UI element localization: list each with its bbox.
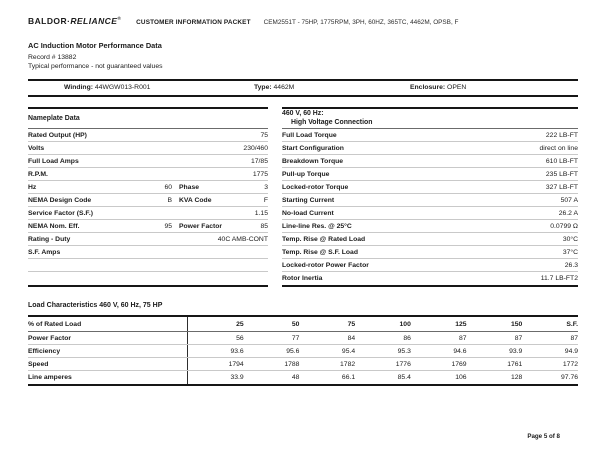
- nameplate-row: [28, 129, 268, 142]
- cell-value: 97.76: [561, 374, 579, 381]
- row-value: 610 LB-FT: [545, 157, 578, 165]
- hv-row: [282, 155, 578, 168]
- cell-value: 95.6: [286, 347, 300, 355]
- page-number: Page 5 of 8: [527, 433, 560, 440]
- row-label: Temp. Rise @ Rated Load: [282, 235, 366, 243]
- row-mid-value: 60: [164, 183, 172, 191]
- high-voltage-heading: [282, 109, 578, 129]
- cell-value: 1772: [562, 360, 579, 368]
- row-value: 0.0799 Ω: [550, 222, 578, 230]
- row-value: 75: [260, 131, 268, 139]
- row-value: F: [263, 196, 268, 204]
- row-value: 17/85: [250, 157, 268, 165]
- nameplate-row: [28, 259, 268, 272]
- row-label: Locked-rotor Torque: [282, 183, 349, 191]
- table-row: [28, 332, 578, 345]
- column-header: 125: [455, 320, 467, 328]
- enclosure-value: OPEN: [447, 84, 467, 91]
- nameplate-row: [28, 155, 268, 168]
- type-label: Type:: [254, 84, 272, 91]
- column-header: 25: [236, 320, 244, 328]
- row-mid-value: B: [167, 196, 172, 204]
- row-value: direct on line: [539, 144, 578, 152]
- high-voltage-section: [282, 107, 578, 287]
- row-mid-label: KVA Code: [179, 196, 212, 204]
- row-value: 3: [264, 183, 268, 191]
- high-voltage-rows: [282, 129, 578, 287]
- table-row: [28, 358, 578, 371]
- row-label: Line-line Res. @ 25°C: [282, 222, 352, 230]
- column-header: S.F.: [566, 320, 579, 328]
- cell-value: 56: [236, 334, 244, 342]
- row-mid-label: Power Factor: [179, 222, 223, 230]
- cell-value: 87: [459, 334, 467, 342]
- cell-value: 1782: [340, 360, 356, 368]
- nameplate-row: [28, 220, 268, 233]
- hv-heading-line1: 460 V, 60 Hz:: [282, 109, 324, 117]
- row-value: 235 LB-FT: [545, 170, 578, 178]
- baldor-reliance-logo: [28, 16, 121, 26]
- winding-label: Winding:: [64, 84, 94, 91]
- cell-value: 95.4: [341, 347, 356, 355]
- nameplate-heading: [28, 109, 268, 129]
- hv-row: [282, 142, 578, 155]
- row-label: Breakdown Torque: [282, 157, 344, 165]
- row-mid-value: 95: [164, 222, 172, 230]
- row-label: Full Load Amps: [28, 157, 79, 165]
- enclosure-field: [410, 81, 466, 95]
- hv-row: [282, 168, 578, 181]
- table-row: [28, 345, 578, 358]
- row-label: R.P.M.: [28, 170, 48, 178]
- row-value: 26.3: [564, 261, 578, 269]
- cell-value: 94.6: [453, 347, 467, 355]
- cell-value: 106: [455, 374, 467, 381]
- cell-value: 1794: [228, 360, 244, 368]
- row-value: 37°C: [562, 248, 578, 256]
- row-label: Full Load Torque: [282, 131, 337, 139]
- cell-value: 93.9: [509, 347, 523, 355]
- nameplate-section: [28, 107, 268, 287]
- row-label: NEMA Design Code: [28, 196, 92, 204]
- row-label: Speed: [28, 358, 188, 370]
- title-block: [28, 41, 163, 71]
- column-header: 100: [399, 320, 411, 328]
- nameplate-row: [28, 246, 268, 259]
- hv-row: [282, 207, 578, 220]
- load-characteristics-table: [28, 315, 578, 386]
- cell-value: 1788: [284, 360, 300, 368]
- row-label: Volts: [28, 144, 45, 152]
- performance-note: Typical performance - not guaranteed values: [28, 62, 163, 70]
- row-label: Start Configuration: [282, 144, 344, 152]
- hv-row: [282, 129, 578, 142]
- brand-baldor: BALDOR: [28, 16, 68, 26]
- cell-value: 1761: [507, 360, 523, 368]
- row-label: Pull-up Torque: [282, 170, 330, 178]
- row-value: 507 A: [560, 196, 578, 204]
- nameplate-row: [28, 168, 268, 181]
- row-value: 40C AMB-CONT: [217, 235, 268, 243]
- row-label: Locked-rotor Power Factor: [282, 261, 369, 269]
- cell-value: 93.6: [230, 347, 244, 355]
- nameplate-row: [28, 207, 268, 220]
- nameplate-row: [28, 194, 268, 207]
- nameplate-rows: [28, 129, 268, 287]
- hv-row: [282, 181, 578, 194]
- cell-value: 1776: [395, 360, 411, 368]
- type-field: [254, 81, 294, 95]
- brand-separator: ·: [67, 16, 71, 26]
- type-value: 4462M: [273, 84, 295, 91]
- row-mid-label: Phase: [179, 183, 200, 191]
- hv-row: [282, 233, 578, 246]
- nameplate-columns: [28, 107, 578, 287]
- cell-value: 77: [291, 334, 300, 342]
- hv-row: [282, 272, 578, 285]
- row-label: Rotor Inertia: [282, 275, 323, 282]
- summary-bar: [28, 79, 578, 97]
- column-header: 75: [347, 320, 356, 328]
- cell-value: 48: [291, 374, 300, 381]
- hv-row: [282, 220, 578, 233]
- nameplate-row: [28, 181, 268, 194]
- model-spec-line: CEM2551T - 75HP, 1775RPM, 3PH, 60HZ, 365TC, 4462M, OPSB, F: [263, 19, 459, 26]
- cell-value: 128: [510, 374, 523, 381]
- row-label: NEMA Nom. Eff.: [28, 222, 80, 230]
- column-header: 50: [291, 320, 300, 328]
- cell-value: 87: [570, 334, 579, 342]
- row-label: Service Factor (S.F.): [28, 209, 93, 217]
- row-value: 11.7 LB-FT2: [540, 275, 578, 282]
- row-label: No-load Current: [282, 209, 334, 217]
- cell-value: 84: [347, 334, 356, 342]
- row-label: Temp. Rise @ S.F. Load: [282, 248, 358, 256]
- row-value: 222 LB-FT: [545, 131, 578, 139]
- cell-value: 94.9: [564, 347, 579, 355]
- row-value: 230/460: [243, 144, 268, 152]
- row-value: 26.2 A: [558, 209, 578, 217]
- nameplate-row: [28, 233, 268, 246]
- report-title: AC Induction Motor Performance Data: [28, 41, 162, 50]
- hv-row: [282, 194, 578, 207]
- column-header: % of Rated Load: [28, 317, 188, 331]
- winding-value: 44WGW013-R001: [94, 84, 151, 91]
- row-label: Efficiency: [28, 345, 188, 357]
- cell-value: 86: [403, 334, 411, 342]
- row-value: 1.15: [254, 209, 268, 217]
- column-header: 150: [510, 320, 523, 328]
- brand-reliance: RELIANCE: [70, 16, 118, 26]
- registered-mark-icon: ®: [117, 16, 122, 22]
- hv-heading-line2: High Voltage Connection: [291, 118, 373, 126]
- table-row: [28, 371, 578, 384]
- hv-row: [282, 246, 578, 259]
- row-label: Rated Output (HP): [28, 131, 87, 139]
- cell-value: 1769: [451, 360, 467, 368]
- table-header-row: [28, 317, 578, 332]
- cell-value: 85.4: [397, 374, 411, 381]
- nameplate-row: [28, 272, 268, 285]
- record-number: Record # 13882: [28, 53, 77, 61]
- load-characteristics-heading: Load Characteristics 460 V, 60 Hz, 75 HP: [28, 302, 163, 309]
- row-label: Power Factor: [28, 332, 188, 344]
- hv-row: [282, 259, 578, 272]
- row-label: S.F. Amps: [28, 248, 61, 256]
- cell-value: 87: [514, 334, 523, 342]
- row-label: Hz: [28, 183, 37, 191]
- cell-value: 66.1: [341, 374, 356, 381]
- nameplate-heading-text: Nameplate Data: [28, 115, 80, 122]
- row-value: 327 LB-FT: [545, 183, 578, 191]
- row-value: 1775: [252, 170, 268, 178]
- row-label: Line amperes: [28, 371, 188, 384]
- nameplate-row: [28, 142, 268, 155]
- doc-type-label: CUSTOMER INFORMATION PACKET: [136, 19, 251, 26]
- enclosure-label: Enclosure:: [410, 84, 446, 91]
- page-header: [28, 16, 578, 26]
- cell-value: 95.3: [397, 347, 411, 355]
- row-value: 30°C: [562, 235, 578, 243]
- cell-value: 33.9: [230, 374, 244, 381]
- winding-field: [64, 81, 150, 95]
- row-label: Starting Current: [282, 196, 335, 204]
- row-label: Rating - Duty: [28, 235, 71, 243]
- row-value: 85: [260, 222, 268, 230]
